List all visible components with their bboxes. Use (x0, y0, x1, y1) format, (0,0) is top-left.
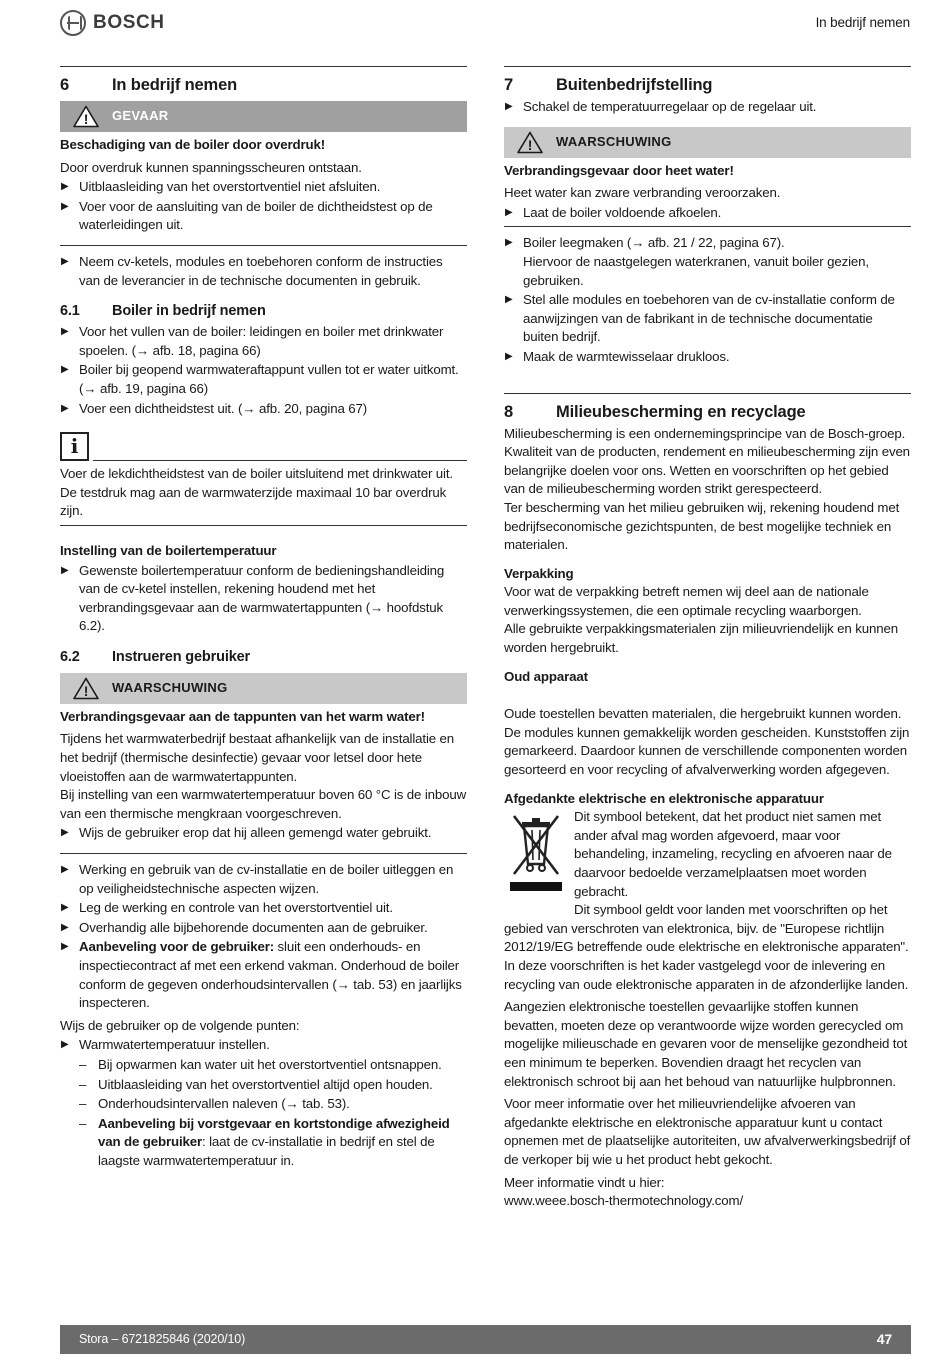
weee-url[interactable]: www.weee.bosch-thermotechnology.com/ (504, 1193, 743, 1209)
temp-heading: Instelling van de boilertemperatuur (60, 542, 277, 558)
paragraph: Dit symbool betekent, dat het product niet samen met ander afval mag worden afgevoerd, maar voor behandeling, inzameling, recycling en afvoeren naar de daarvoor bedoelde verzamelplaatsen moet worden gebracht. (574, 809, 892, 899)
list-item: ▶ Voor het vullen van de boiler: leidingen en boiler met drinkwater spoelen. (→ afb. 18, pagina 66) (61, 324, 444, 358)
dash-item: – Aanbeveling bij vorstgevaar en kortstondige afwezigheid van de gebruiker: laat de cv-installatie in bedrijf en stel de laagste warmwatertemperatuur in. (79, 1115, 450, 1168)
divider (60, 525, 467, 526)
paragraph: Meer informatie vindt u hier: (504, 1174, 665, 1190)
list-item: ▶ Neem cv-ketels, modules en toebehoren conform de instructies van de leverancier in de technische documenten in gebruik. (61, 253, 443, 288)
packaging-heading: Verpakking (504, 565, 574, 581)
list-item: ▶ Gewenste boilertemperatuur conform de bedieningshandleiding van de cv-ketel instellen, rekening houdend met het verbrandingsgevaar aan de warmwatertappunten (→ hoofdstuk 6.2). (61, 562, 445, 634)
list-item: ▶ Overhandig alle bijbehorende documenten aan de gebruiker. (61, 919, 428, 935)
warning-label: WAARSCHUWING (556, 133, 672, 149)
list-item: ▶ Leg de werking en controle van het overstortventiel uit. (61, 900, 393, 916)
danger-text: Door overdruk kunnen spanningsscheuren ontstaan. (60, 159, 362, 175)
dash-item: – Bij opwarmen kan water uit het overstortventiel ontsnappen. (79, 1056, 442, 1072)
danger-heading: Beschadiging van de boiler door overdruk! (60, 137, 326, 152)
bosch-armature-icon (60, 10, 86, 36)
info-block (60, 432, 467, 461)
doc-number: Stora – 6721825846 (2020/10) (79, 1332, 246, 1347)
warning-text: Bij instelling van een warmwatertemperatuur boven 60 °C is de inbouw van een thermische mengkraan voorgeschreven. (60, 787, 467, 821)
danger-banner (60, 101, 467, 132)
divider (60, 245, 467, 246)
svg-text:!: ! (83, 682, 89, 699)
list-item: ▶ Wijs de gebruiker erop dat hij alleen gemengd water gebruikt. (61, 825, 432, 841)
old-device-heading: Oud apparaat (504, 668, 588, 684)
warning-triangle-icon (504, 131, 556, 154)
section-7-heading: 7 Buitenbedrijfstelling (504, 66, 911, 95)
warning-label: WAARSCHUWING (112, 680, 228, 696)
brand-logo (60, 10, 165, 36)
list-item: ▶ Boiler bij geopend warmwateraftappunt vullen tot er water uitkomt. (→ afb. 19, pagina 66) (61, 362, 459, 396)
section-6-2-heading: 6.2 Instrueren gebruiker (60, 648, 251, 665)
section-6-heading: 6 In bedrijf nemen (60, 66, 467, 95)
warning-banner (60, 673, 467, 704)
warning-heading: Verbrandingsgevaar door heet water! (504, 162, 734, 178)
warning-banner (504, 127, 911, 158)
running-header: In bedrijf nemen (815, 15, 910, 30)
footer-bar (60, 1325, 911, 1354)
info-icon: i (60, 432, 89, 461)
list-item: ▶ Aanbeveling voor de gebruiker: sluit een onderhouds- en inspectiecontract af met een erkend vakman. Onderhoud de boiler conform de gegeven onderhoudsintervallen (→ tab. 53) en jaarlijks inspecteren. (61, 939, 462, 1011)
divider (60, 853, 467, 854)
points-intro: Wijs de gebruiker op de volgende punten: (60, 1017, 300, 1033)
section-8-heading: 8 Milieubescherming en recyclage (504, 393, 911, 422)
paragraph: Milieubescherming is een ondernemingsprincipe van de Bosch-groep. Kwaliteit van de producten, rendement en milieubescherming zijn even belangrijke doelen voor ons. Wetten en voorschriften op het gebied van de milieubescherming worden strikt gerespecteerd. (504, 425, 910, 497)
weee-heading: Afgedankte elektrische en elektronische apparatuur (504, 790, 824, 806)
paragraph: Aangezien elektronische toestellen gevaarlijke stoffen kunnen bevatten, moeten deze op verantwoorde wijze worden gerecycled om mogelijke milieuschade en gevaren voor de menselijke gezondheid tot een minimum te beperken. Bovendien draagt het recyclen van elektronisch schroot bij aan het behoud van natuurlijke hulpbronnen. (504, 999, 908, 1089)
paragraph: Voor wat de verpakking betreft nemen wij deel aan de nationale verwerkingssystemen, die een optimale recycling waarborgen. (504, 584, 869, 618)
paragraph: Alle gebruikte verpakkingsmaterialen zijn milieuvriendelijk en kunnen worden hergebruikt. (504, 621, 898, 656)
list-item: ▶ Uitblaasleiding van het overstortventiel niet afsluiten. (61, 179, 381, 195)
warning-triangle-icon (60, 105, 112, 128)
page-number: 47 (876, 1331, 892, 1348)
paragraph: Dit symbool geldt voor landen met voorschriften op het gebied van verschroten van elektronica, bijv. de "Europese richtlijn 2012/19/EG betreffende oude elektrische en elektronische apparaten". In deze voorschriften is het kader vastgelegd voor de inlevering en recycling van oude elektronische apparaten in de afzonderlijke landen. (504, 902, 909, 992)
left-column (60, 66, 467, 1171)
section-6-1-heading: 6.1 Boiler in bedrijf nemen (60, 303, 266, 320)
list-item: ▶ Schakel de temperatuurregelaar op de regelaar uit. (505, 99, 817, 114)
paragraph: Voor meer informatie over het milieuvriendelijke afvoeren van afgedankte elektrische en elektronische apparatuur kunt u contact opnemen met de plaatselijke autoriteiten, uw afvalverwerkingsbedrijf of de verkoper bij wie u het product hebt gekocht. (504, 1096, 911, 1167)
divider (504, 226, 911, 227)
list-item: ▶ Stel alle modules en toebehoren van de cv-installatie conform de aanwijzingen van de fabrikant in de technische documentatie buiten bedrijf. (505, 292, 895, 345)
dash-item: – Onderhoudsintervallen naleven (→ tab. 53). (79, 1096, 350, 1112)
warning-triangle-icon (60, 677, 112, 700)
svg-text:!: ! (527, 136, 533, 153)
list-item: ▶ Warmwatertemperatuur instellen. (61, 1037, 270, 1053)
brand-name: BOSCH (93, 11, 165, 33)
list-item: ▶ Voer een dichtheidstest uit. (→ afb. 20, pagina 67) (61, 400, 368, 416)
warning-text: Tijdens het warmwaterbedrijf bestaat afhankelijk van de installatie en het bedrijf (thermische desinfectie) gevaar voor letsel door hete vloeistoffen aan de warmwatertappunten. (60, 731, 455, 784)
list-item: ▶ Werking en gebruik van de cv-installatie en de boiler uitleggen en op veiligheidstechnische aspecten wijzen. (61, 862, 454, 896)
svg-text:!: ! (83, 111, 89, 127)
list-item: ▶ Maak de warmtewisselaar drukloos. (505, 348, 730, 364)
list-item: ▶ Boiler leegmaken (→ afb. 21 / 22, pagina 67). Hiervoor de naastgelegen waterkranen, vanuit boiler gezien, gebruiken. (505, 235, 869, 288)
list-item: ▶ Laat de boiler voldoende afkoelen. (505, 204, 722, 220)
crossed-bin-icon (504, 810, 568, 896)
list-item: ▶ Voer voor de aansluiting van de boiler de dichtheidstest op de waterleidingen uit. (61, 198, 433, 233)
right-column (504, 66, 911, 1211)
dash-item: – Uitblaasleiding van het overstortventiel altijd open houden. (79, 1076, 433, 1092)
danger-label: GEVAAR (112, 108, 169, 124)
paragraph: Ter bescherming van het milieu gebruiken wij, rekening houdend met bedrijfseconomische gezichtspunten, de best mogelijke techniek en materialen. (504, 499, 900, 553)
warning-text: Heet water kan zware verbranding veroorzaken. (504, 185, 781, 201)
warning-heading: Verbrandingsgevaar aan de tappunten van het warm water! (60, 708, 425, 724)
info-text: Voer de lekdichtheidstest van de boiler uitsluitend met drinkwater uit. De testdruk mag aan de warmwaterzijde maximaal 10 bar overdruk zijn. (60, 466, 453, 519)
paragraph: Oude toestellen bevatten materialen, die hergebruikt kunnen worden. De modules kunnen gemakkelijk worden gescheiden. Kunststoffen zijn gemarkeerd. Daardoor kunnen de verschillende componenten worden gesorteerd en voor recycling of afvalverwerking worden afgegeven. (504, 706, 910, 778)
